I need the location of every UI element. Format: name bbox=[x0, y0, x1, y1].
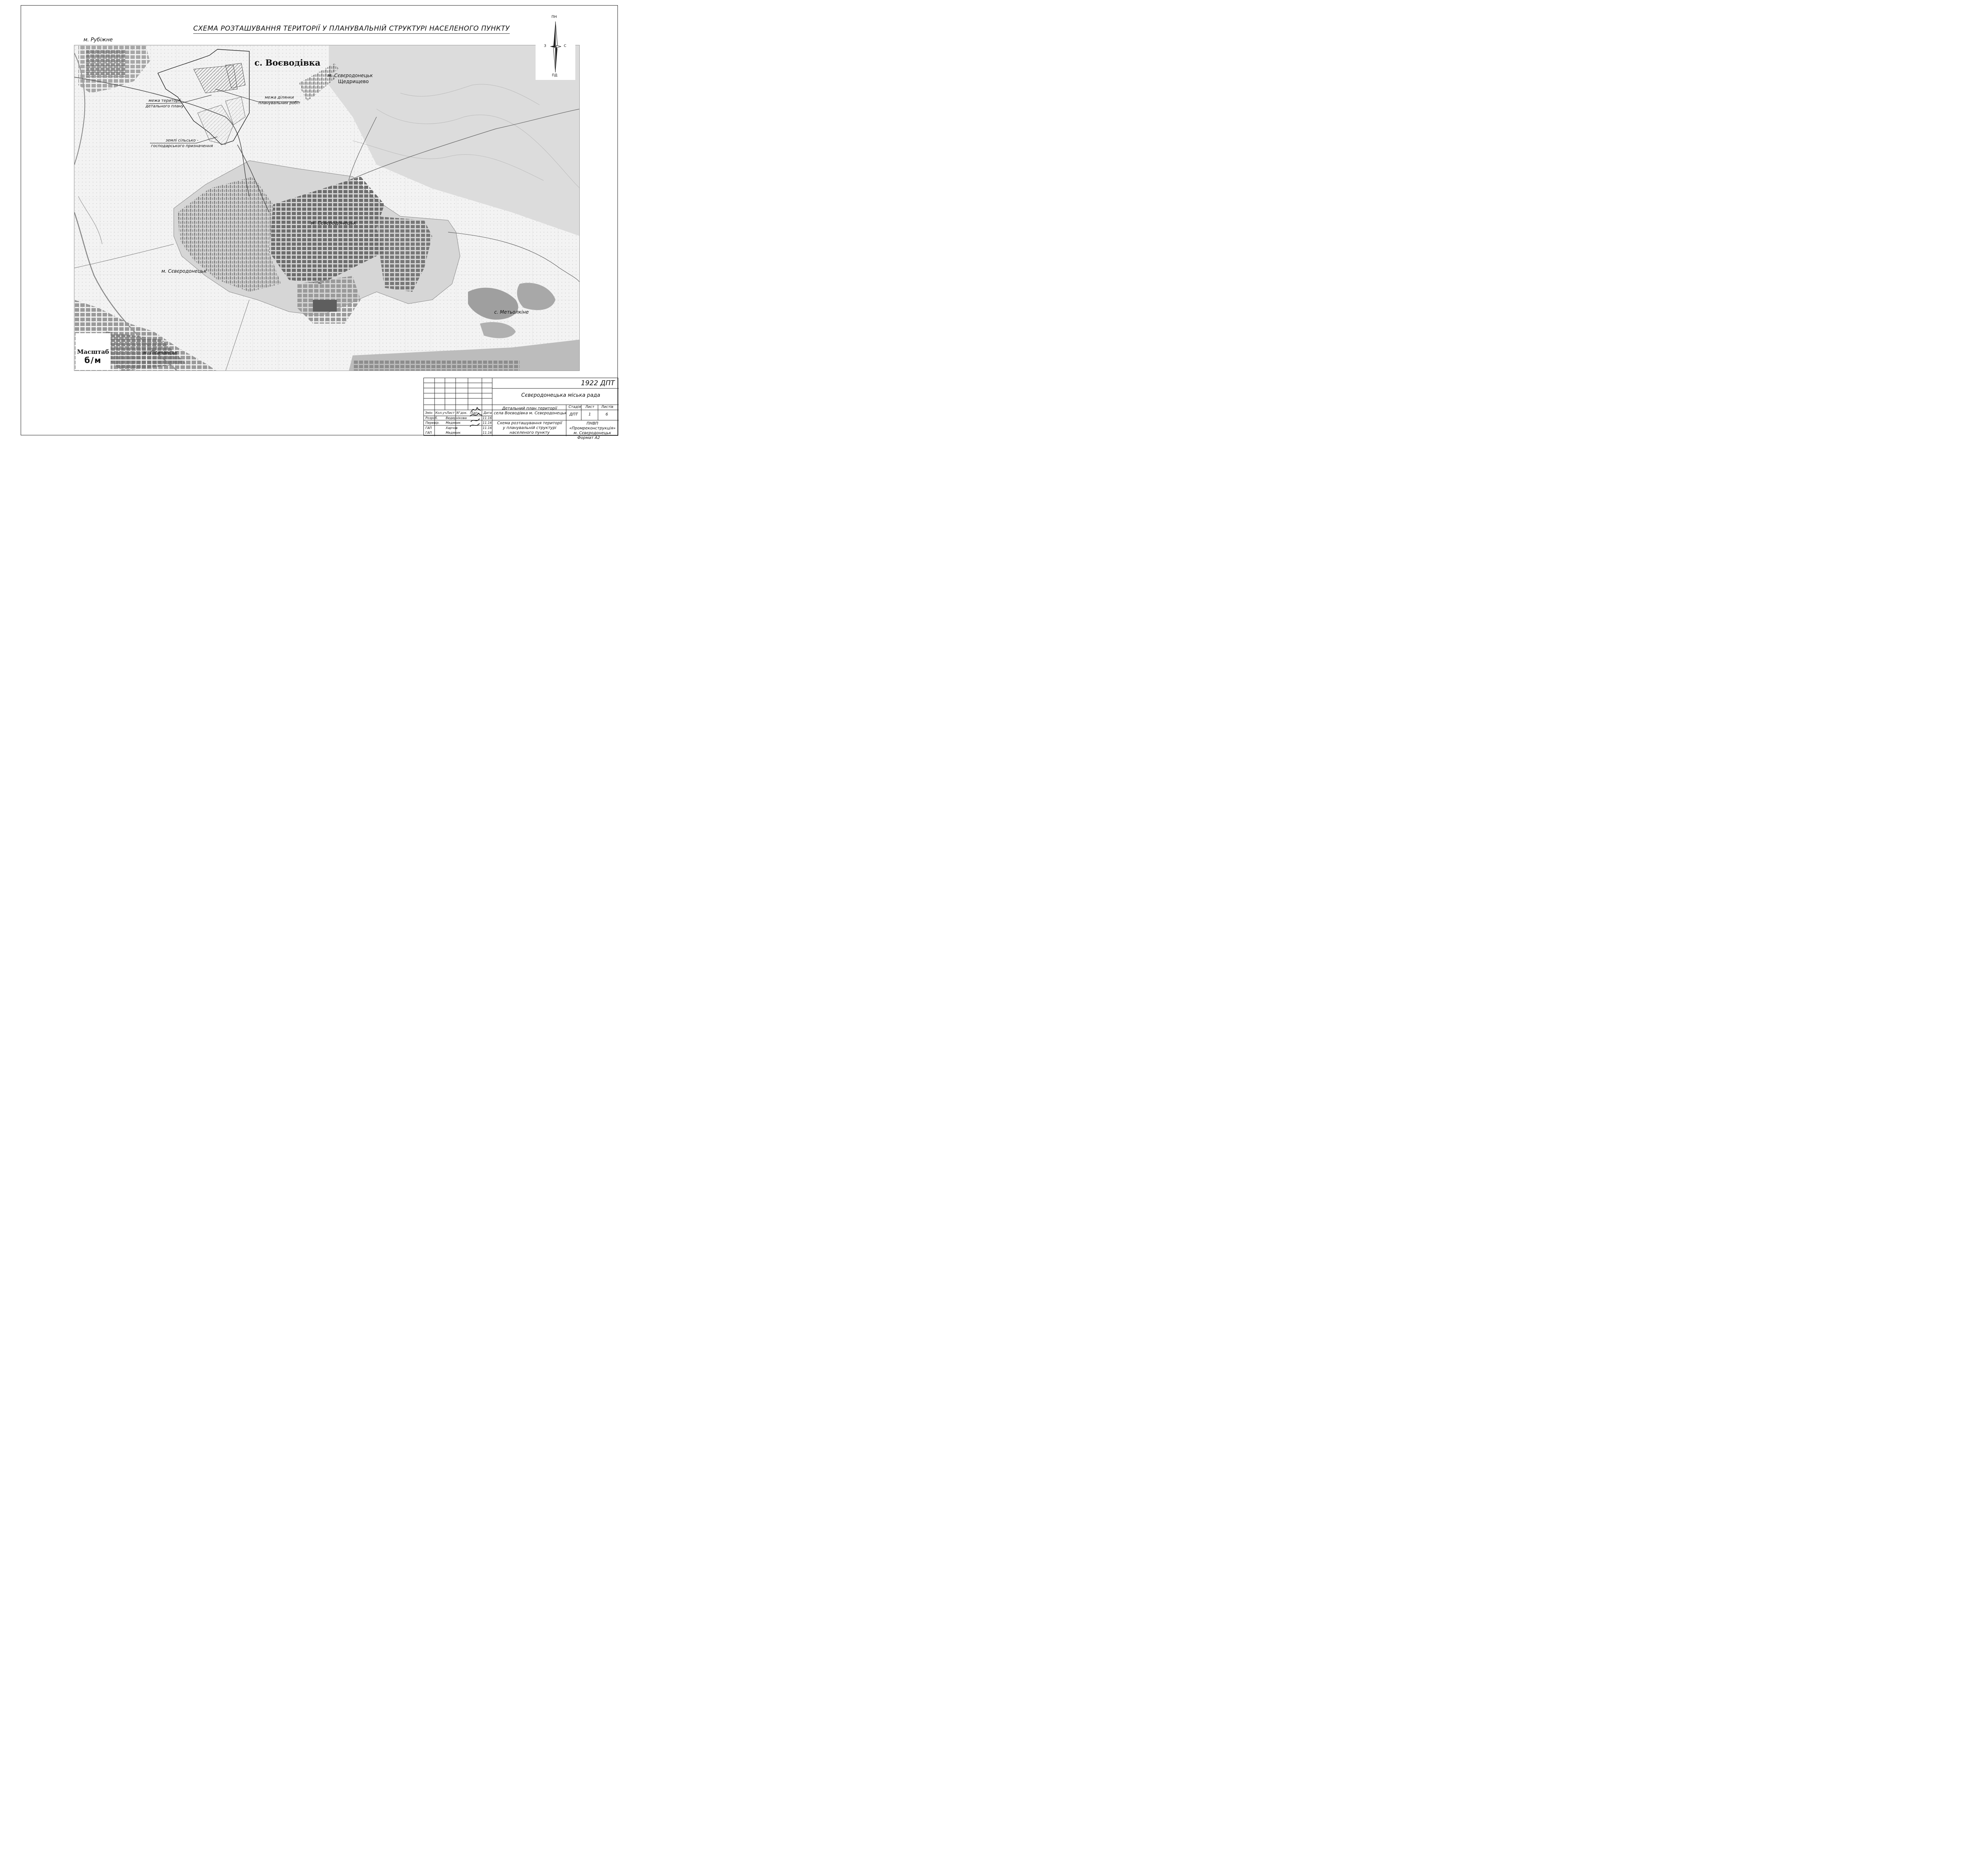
sheet-value: 1 bbox=[588, 412, 591, 417]
firm-line3: м. Сєвєродонецьк bbox=[573, 431, 612, 435]
map-panel bbox=[74, 45, 580, 371]
compass-south: ПД bbox=[552, 74, 557, 78]
row-name: Ведернікова bbox=[446, 416, 467, 420]
label-voievodivka: с. Воєводівка bbox=[254, 58, 320, 68]
firm-line1: ПНВП bbox=[586, 421, 598, 426]
label-lysychansk: м. Лісичанськ bbox=[143, 350, 178, 355]
compass-west: З bbox=[544, 44, 546, 48]
stage-header: Стадія bbox=[569, 405, 581, 409]
firm-line2: «Промреконструкція» bbox=[569, 426, 616, 431]
compass-north: ПН bbox=[551, 15, 557, 19]
compass-rose bbox=[536, 14, 575, 80]
stamp-code: 1922 ДПТ bbox=[581, 379, 615, 387]
label-agri-line1: землі сільсько - bbox=[165, 138, 198, 143]
label-rubizhne: м. Рубіжне bbox=[83, 37, 113, 43]
label-boundary-detail bbox=[146, 98, 184, 109]
map-graphic bbox=[74, 45, 580, 371]
label-sievierodonetsk-west: м. Сєвєродонецьк bbox=[161, 268, 207, 274]
label-shchedryshchevo: Щедрищево bbox=[338, 79, 369, 84]
row-date: 11.16 bbox=[483, 416, 492, 420]
stamp-organization: Сєвєродонецька міська рада bbox=[521, 392, 600, 398]
label-boundary-detail-line1: межа території bbox=[148, 99, 181, 103]
sheets-header: Листів bbox=[601, 405, 613, 409]
row-role: ГАП bbox=[425, 426, 432, 430]
drawing-title: СХЕМА РОЗТАШУВАННЯ ТЕРИТОРІЇ У ПЛАНУВАЛЬНІЙ СТРУКТУРІ НАСЕЛЕНОГО ПУНКТУ bbox=[193, 25, 510, 34]
row-name: Медяник bbox=[446, 421, 461, 425]
row-name: Харчов bbox=[446, 426, 458, 430]
firm-name bbox=[567, 421, 618, 436]
label-boundary-planning-line2: планувальних робіт bbox=[258, 101, 301, 105]
hdr-lyst: Лист bbox=[447, 411, 455, 415]
label-sievierodonetsk-center: м. Сєвєродонецьк bbox=[311, 220, 356, 226]
project-line1: Детальний план території bbox=[502, 406, 557, 411]
scale-title: Масштаб bbox=[77, 348, 109, 355]
hdr-pidp: Підп. bbox=[470, 411, 479, 415]
row-role: Розроб. bbox=[425, 416, 438, 420]
sheet-title-line3: населеного пункту bbox=[509, 431, 550, 435]
compass-icon bbox=[536, 14, 575, 80]
hdr-zmin: Змін bbox=[425, 411, 433, 415]
hdr-kol: Кол.уч. bbox=[435, 411, 448, 415]
label-agri-line2: господарського призначення bbox=[151, 144, 213, 148]
signatures bbox=[470, 408, 482, 427]
row-role: ГАП bbox=[425, 431, 432, 435]
sheet-title-line1: Схема розташування території bbox=[497, 421, 562, 425]
stage-value: ДПТ bbox=[569, 412, 578, 417]
row-name: Медяник bbox=[446, 431, 461, 435]
label-boundary-detail-line2: детального плану bbox=[146, 104, 184, 109]
label-agri-lands bbox=[151, 138, 213, 149]
project-name bbox=[494, 406, 565, 416]
hdr-ndok: N°док. bbox=[456, 411, 468, 415]
sheet-header: Лист bbox=[585, 405, 594, 409]
sheets-value: 6 bbox=[606, 412, 608, 417]
label-boundary-planning-line1: межа ділянки bbox=[265, 95, 294, 100]
project-line2: села Воєводівка м. Сєвєродонецьк bbox=[494, 411, 567, 415]
label-metiolkine: с. Метьолкіне bbox=[494, 309, 529, 315]
paper-format: Формат А2 bbox=[577, 436, 600, 440]
label-boundary-planning bbox=[258, 95, 300, 106]
row-role: Перевір. bbox=[425, 421, 440, 425]
label-sievierodonetsk-north: м. Сєвєродонецьк bbox=[328, 73, 373, 78]
sheet-title bbox=[494, 421, 565, 435]
row-date: 11.16 bbox=[483, 426, 492, 430]
scale-value: б/м bbox=[84, 355, 102, 365]
compass-east: С bbox=[564, 44, 567, 48]
sheet-title-line2: у планувальній структурі bbox=[503, 426, 557, 430]
row-date: 11.16 bbox=[483, 421, 492, 425]
scale-box bbox=[76, 333, 111, 370]
hdr-data: Дата bbox=[483, 411, 492, 415]
row-date: 11.16 bbox=[483, 431, 492, 435]
title-block bbox=[423, 378, 618, 436]
